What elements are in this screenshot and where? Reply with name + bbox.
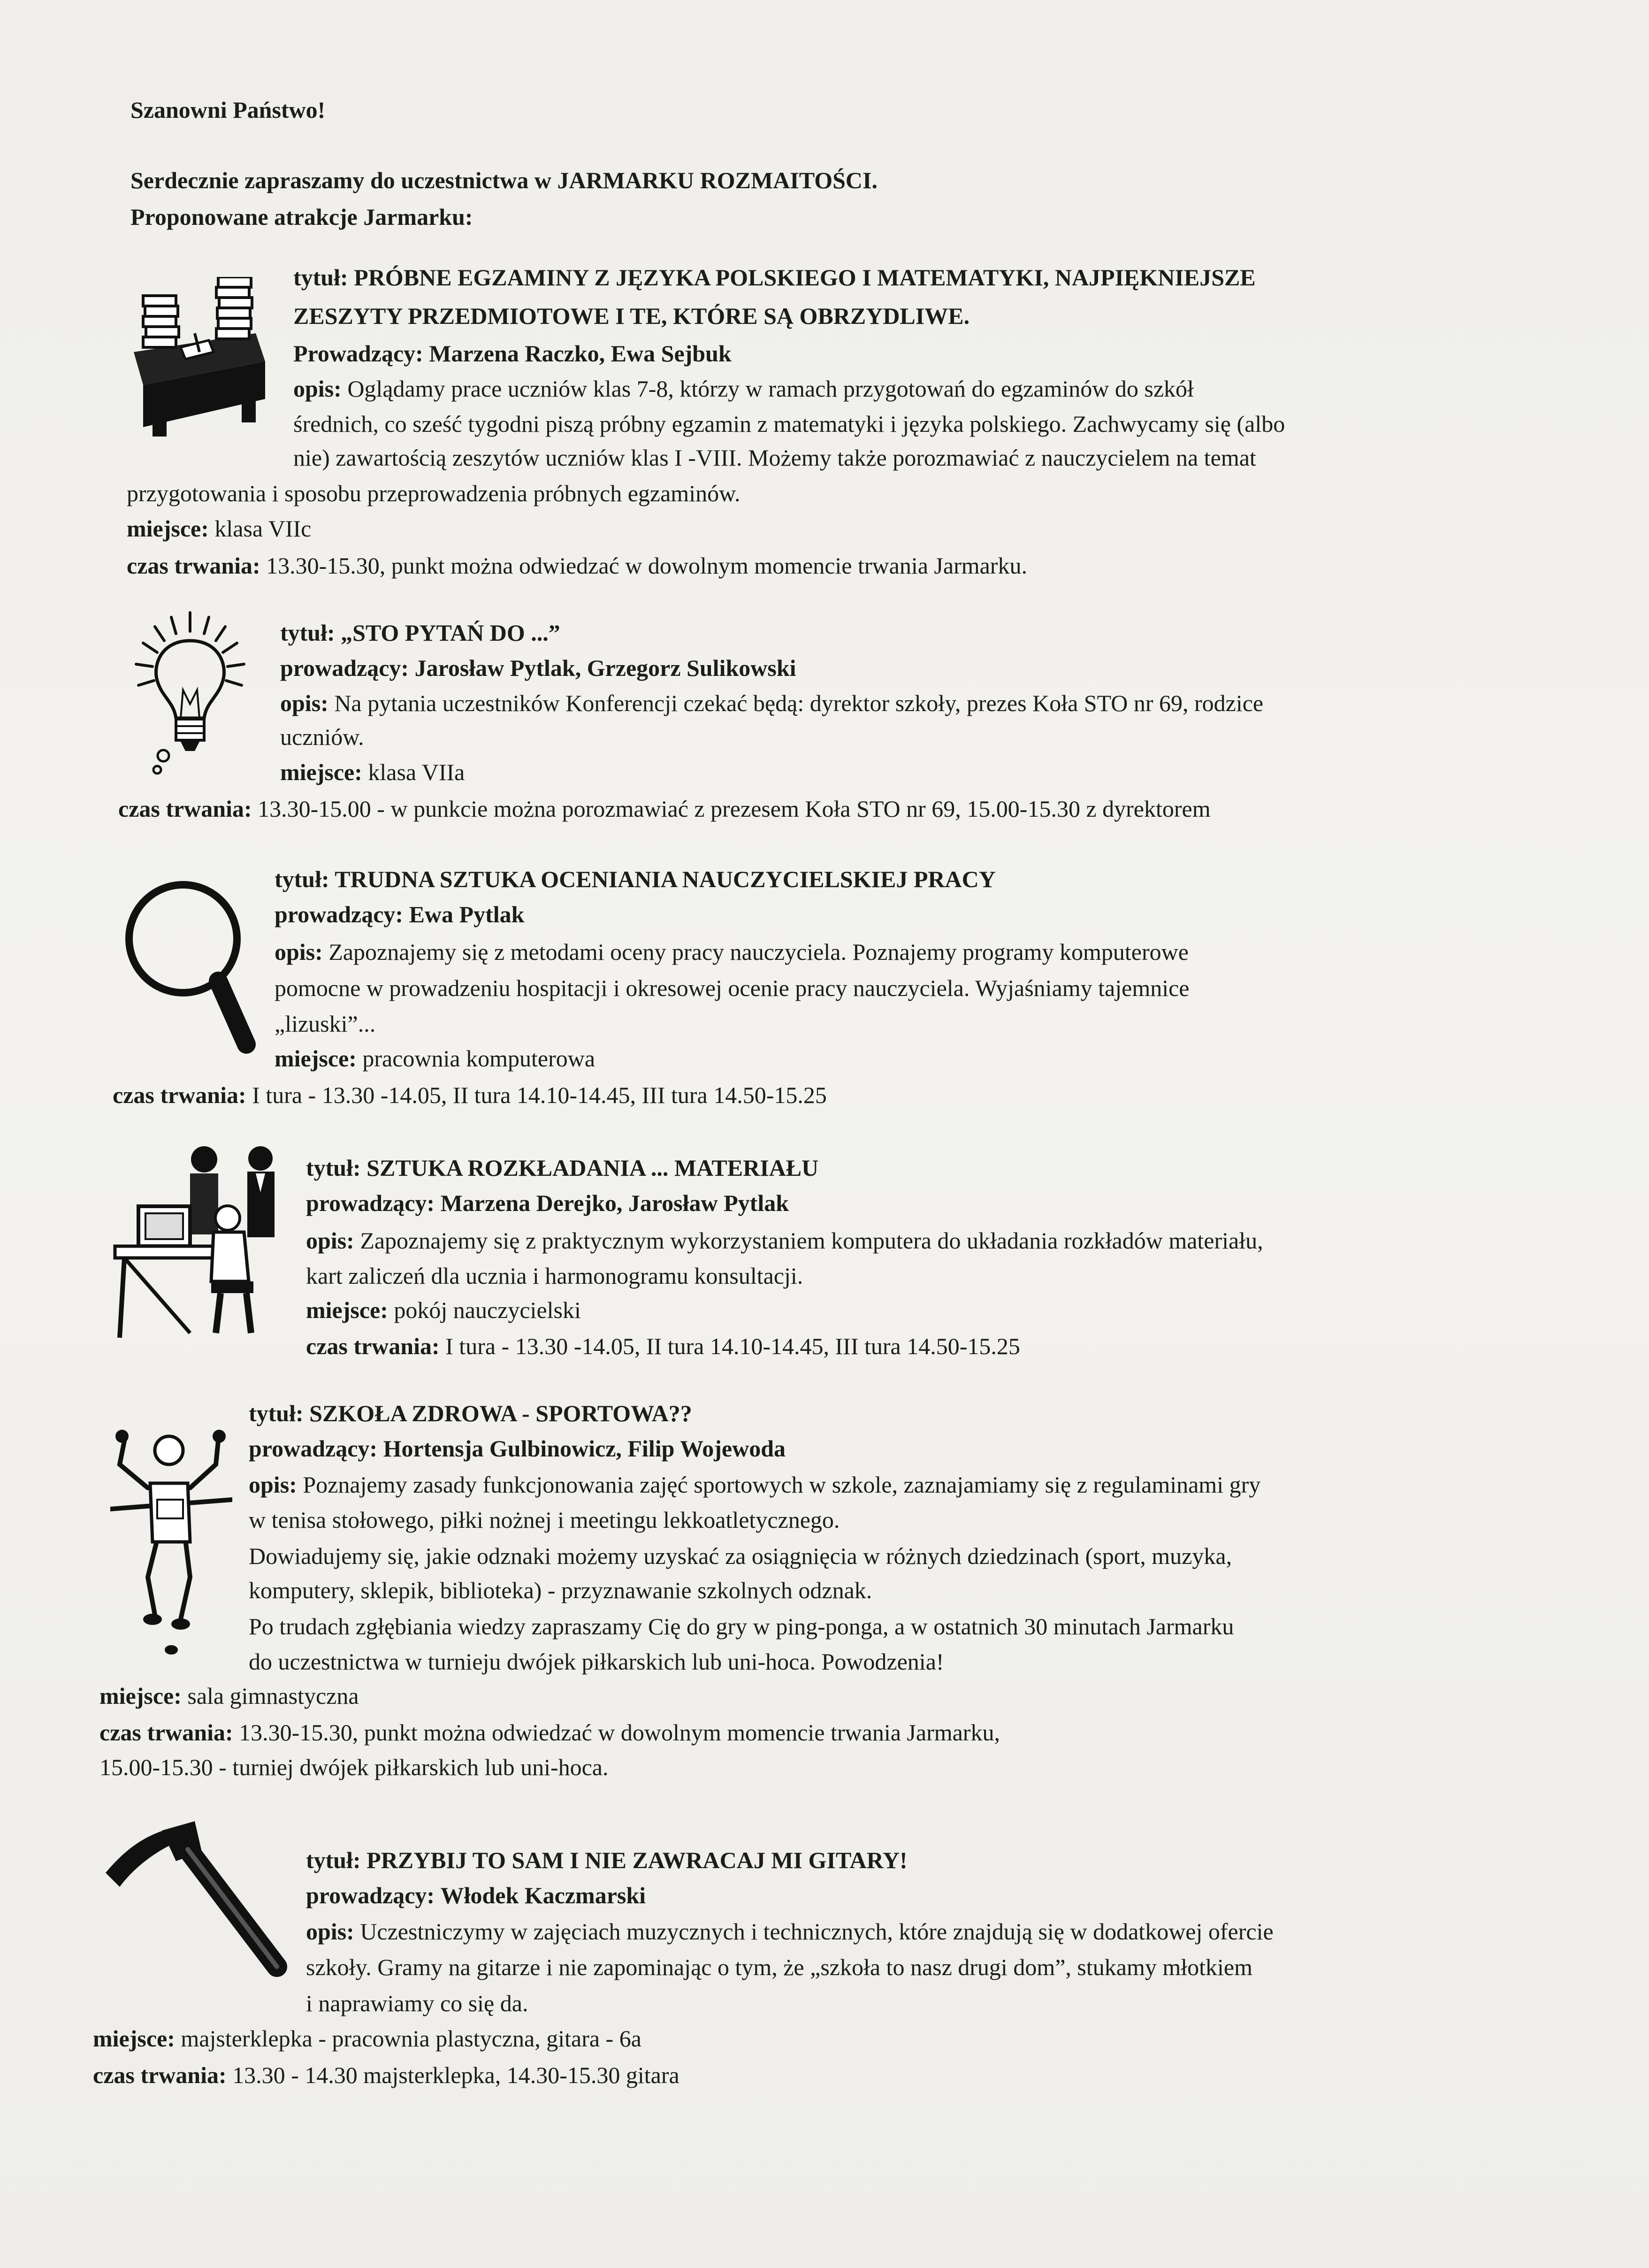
light-bulb-icon: [127, 610, 253, 779]
item-3-title: tytuł: TRUDNA SZTUKA OCENIANIA NAUCZYCIELSKIEJ PRACY: [275, 866, 996, 892]
item-5-desc-line-3: Dowiadujemy się, jakie odznaki możemy uzyskać za osiągnięcia w różnych dziedzinach (sport, muzyka,: [249, 1543, 1232, 1569]
item-5-desc-line-4: komputery, sklepik, biblioteka) - przyznawanie szkolnych odznak.: [249, 1577, 872, 1603]
item-2-desc-line-1: opis: Na pytania uczestników Konferencji czekać będą: dyrektor szkoły, prezes Koła STO nr 69, rodzice: [280, 690, 1264, 716]
item-1-title-line-2: ZESZYTY PRZEDMIOTOWE I TE, KTÓRE SĄ OBRZYDLIWE.: [293, 303, 970, 329]
item-3-desc-line-1: opis: Zapoznajemy się z metodami oceny pracy nauczyciela. Poznajemy programy komputerowe: [275, 939, 1189, 965]
item-2-duration: czas trwania: 13.30-15.00 - w punkcie można porozmawiać z prezesem Koła STO nr 69, 15.00-15.30 z dyrektorem: [118, 796, 1211, 822]
hammer-icon: [101, 1816, 289, 1985]
invitation-line: Serdecznie zapraszamy do uczestnictwa w JARMARKU ROZMAITOŚCI.: [130, 167, 878, 193]
item-4-desc-line-2: kart zaliczeń dla ucznia i harmonogramu konsultacji.: [306, 1263, 803, 1289]
magnifying-glass-icon: [117, 873, 267, 1061]
item-4-duration: czas trwania: I tura - 13.30 -14.05, II tura 14.10-14.45, III tura 14.50-15.25: [306, 1333, 1020, 1359]
item-1-desc-line-1: opis: Oglądamy prace uczniów klas 7-8, którzy w ramach przygotowań do egzaminów do szkół: [293, 375, 1194, 402]
item-1-title-line-1: tytuł: PRÓBNE EGZAMINY Z JĘZYKA POLSKIEGO I MATEMATYKI, NAJPIĘKNIEJSZE: [293, 264, 1256, 291]
item-5-title: tytuł: SZKOŁA ZDROWA - SPORTOWA??: [249, 1400, 692, 1426]
attractions-heading: Proponowane atrakcje Jarmarku:: [130, 204, 473, 230]
item-2-host: prowadzący: Jarosław Pytlak, Grzegorz Sulikowski: [280, 655, 796, 681]
item-5-duration: czas trwania: 13.30-15.30, punkt można odwiedzać w dowolnym momencie trwania Jarmarku,: [99, 1719, 1000, 1746]
item-1-desc-line-3: nie) zawartością zeszytów uczniów klas I -VIII. Możemy także porozmawiać z nauczycielem na temat: [293, 444, 1256, 471]
item-3-host: prowadzący: Ewa Pytlak: [275, 901, 525, 927]
item-2-desc-line-2: uczniów.: [280, 724, 364, 750]
item-3-place: miejsce: pracownia komputerowa: [275, 1045, 595, 1072]
item-1-duration: czas trwania: 13.30-15.30, punkt można odwiedzać w dowolnym momencie trwania Jarmarku.: [127, 552, 1027, 579]
item-6-duration: czas trwania: 13.30 - 14.30 majsterklepka, 14.30-15.30 gitara: [93, 2062, 679, 2088]
item-5-desc-line-5: Po trudach zgłębiania wiedzy zapraszamy Cię do gry w ping-ponga, a w ostatnich 30 minutach Jarmarku: [249, 1613, 1234, 1640]
item-5-duration-line-2: 15.00-15.30 - turniej dwójek piłkarskich lub uni-hoca.: [99, 1754, 609, 1780]
item-4-place: miejsce: pokój nauczycielski: [306, 1297, 581, 1323]
item-6-desc-line-3: i naprawiamy co się da.: [306, 1990, 528, 2016]
item-5-desc-line-1: opis: Poznajemy zasady funkcjonowania zajęć sportowych w szkole, zaznajamiamy się z regulaminami gry: [249, 1471, 1261, 1498]
item-6-place: miejsce: majsterklepka - pracownia plastyczna, gitara - 6a: [93, 2025, 641, 2052]
item-1-host: Prowadzący: Marzena Raczko, Ewa Sejbuk: [293, 340, 732, 367]
item-1-desc-line-2: średnich, co sześć tygodni piszą próbny egzamin z matematyki i języka polskiego. Zachwycamy się (albo: [293, 411, 1285, 437]
item-3-desc-line-3: „lizuski”...: [275, 1011, 376, 1037]
item-4-title: tytuł: SZTUKA ROZKŁADANIA ... MATERIAŁU: [306, 1155, 819, 1181]
exam-desk-icon: [124, 277, 275, 441]
item-6-desc-line-1: opis: Uczestniczymy w zajęciach muzycznych i technicznych, które znajdują się w dodatkowej ofercie: [306, 1918, 1274, 1945]
item-4-host: prowadzący: Marzena Derejko, Jarosław Pytlak: [306, 1190, 789, 1216]
item-5-desc-line-6: do uczestnictwa w turnieju dwójek piłkarskich lub uni-hoca. Powodzenia!: [249, 1648, 944, 1675]
item-1-desc-line-4: przygotowania i sposobu przeprowadzenia próbnych egzaminów.: [127, 480, 741, 506]
item-3-duration: czas trwania: I tura - 13.30 -14.05, II tura 14.10-14.45, III tura 14.50-15.25: [113, 1082, 827, 1108]
item-1-place: miejsce: klasa VIIc: [127, 515, 312, 542]
item-4-desc-line-1: opis: Zapoznajemy się z praktycznym wykorzystaniem komputera do układania rozkładów materiału,: [306, 1227, 1263, 1254]
item-6-title: tytuł: PRZYBIJ TO SAM I NIE ZAWRACAJ MI GITARY!: [306, 1847, 908, 1873]
runner-icon: [110, 1422, 232, 1666]
item-2-title: tytuł: „STO PYTAŃ DO ...”: [280, 620, 560, 646]
item-6-desc-line-2: szkoły. Gramy na gitarze i nie zapominając o tym, że „szkoła to nasz drugi dom”, stukamy młotkiem: [306, 1954, 1252, 1980]
computer-workers-icon: [110, 1145, 289, 1342]
item-5-host: prowadzący: Hortensja Gulbinowicz, Filip Wojewoda: [249, 1435, 786, 1462]
item-5-place: miejsce: sala gimnastyczna: [99, 1683, 359, 1709]
item-2-place: miejsce: klasa VIIa: [280, 759, 465, 785]
item-6-host: prowadzący: Włodek Kaczmarski: [306, 1882, 646, 1908]
item-3-desc-line-2: pomocne w prowadzeniu hospitacji i okresowej ocenie pracy nauczyciela. Wyjaśniamy tajemnice: [275, 975, 1190, 1001]
item-5-desc-line-2: w tenisa stołowego, piłki nożnej i meetingu lekkoatletycznego.: [249, 1507, 840, 1533]
greeting: Szanowni Państwo!: [130, 97, 326, 123]
